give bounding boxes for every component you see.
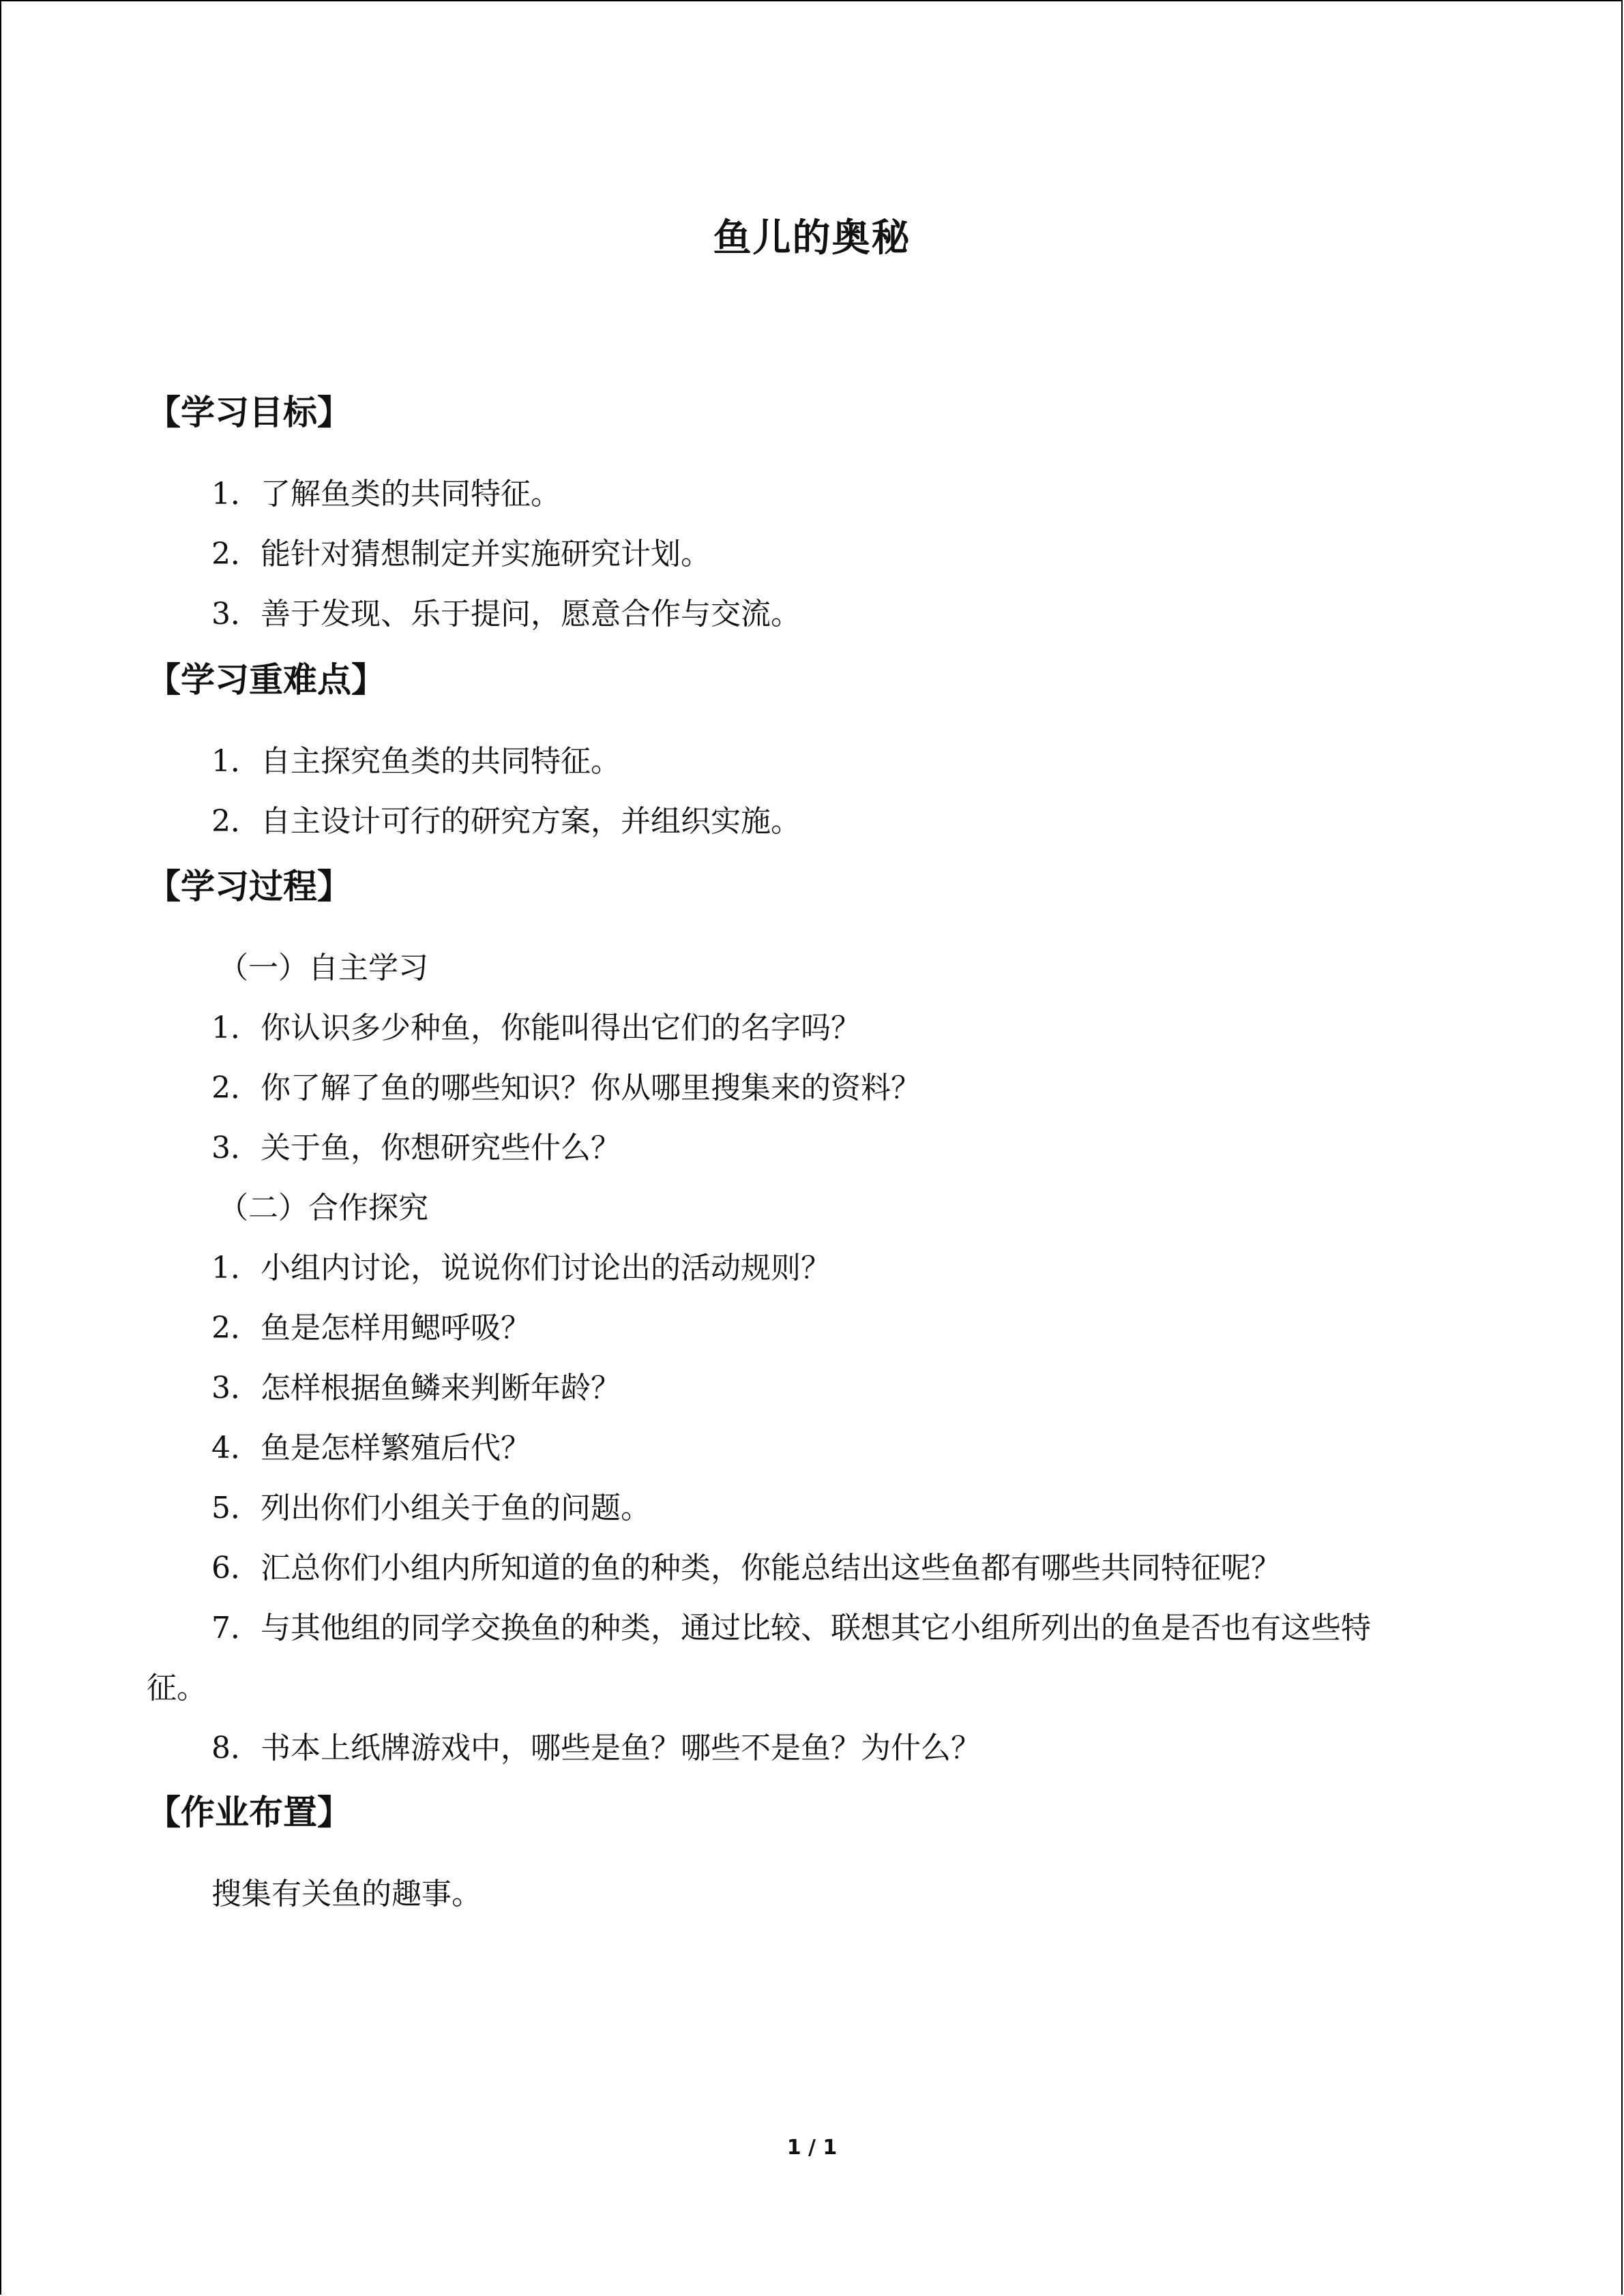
- process-item: 8．书本上纸牌游戏中，哪些是鱼？哪些不是鱼？为什么？: [211, 1731, 981, 1765]
- process-item: 6．汇总你们小组内所知道的鱼的种类，你能总结出这些鱼都有哪些共同特征呢？: [211, 1551, 1281, 1585]
- process-item: 3．关于鱼，你想研究些什么？: [211, 1131, 621, 1165]
- goal-item: 1．了解鱼类的共同特征。: [211, 477, 561, 511]
- subsection-heading-self-study: （一）自主学习: [218, 951, 428, 985]
- key-point-item: 2．自主设计可行的研究方案，并组织实施。: [211, 804, 801, 839]
- process-item: 5．列出你们小组关于鱼的问题。: [211, 1491, 651, 1525]
- document-title: 鱼儿的奥秘: [713, 216, 911, 260]
- process-item-continuation: 征。: [147, 1671, 207, 1705]
- process-item: 1．你认识多少种鱼，你能叫得出它们的名字吗？: [211, 1011, 861, 1045]
- goal-item: 3．善于发现、乐于提问，愿意合作与交流。: [211, 597, 801, 631]
- process-item: 4．鱼是怎样繁殖后代？: [211, 1431, 531, 1465]
- goal-item: 2．能针对猜想制定并实施研究计划。: [211, 537, 711, 571]
- section-heading-homework: 【作业布置】: [147, 1793, 351, 1832]
- process-item: 7．与其他组的同学交换鱼的种类，通过比较、联想其它小组所列出的鱼是否也有这些特: [211, 1611, 1371, 1645]
- page-number: 1 / 1: [786, 2136, 838, 2160]
- section-heading-learning-goals: 【学习目标】: [147, 393, 351, 432]
- key-point-item: 1．自主探究鱼类的共同特征。: [211, 744, 621, 779]
- process-item: 1．小组内讨论，说说你们讨论出的活动规则？: [211, 1251, 831, 1285]
- process-item: 2．鱼是怎样用鳃呼吸？: [211, 1311, 531, 1345]
- process-item: 2．你了解了鱼的哪些知识？你从哪里搜集来的资料？: [211, 1071, 921, 1105]
- subsection-heading-cooperative-inquiry: （二）合作探究: [218, 1191, 428, 1225]
- section-heading-key-points: 【学习重难点】: [147, 660, 385, 700]
- homework-item: 搜集有关鱼的趣事。: [211, 1877, 482, 1911]
- process-item: 3．怎样根据鱼鳞来判断年龄？: [211, 1371, 621, 1405]
- section-heading-learning-process: 【学习过程】: [147, 867, 351, 906]
